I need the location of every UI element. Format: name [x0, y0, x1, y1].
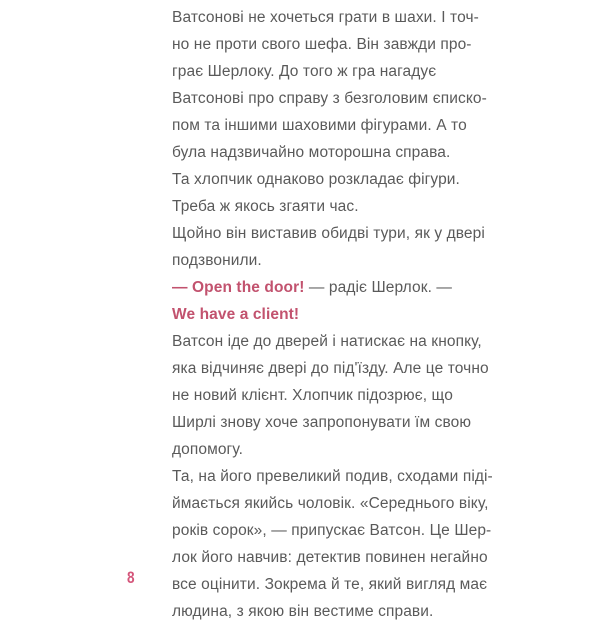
english-phrase-client: We have a client! — [172, 306, 300, 323]
text-line: пом та іншими шаховими фігурами. А то — [172, 117, 467, 134]
text-line: Ватсон іде до дверей і натискає на кнопку, — [172, 333, 482, 350]
text-line: років сорок», — припускає Ватсон. Це Шер- — [172, 522, 492, 539]
text-line: подзвонили. — [172, 252, 262, 269]
text-line: Ширлі знову хоче запропонувати їм свою — [172, 414, 472, 431]
text-line: Ватсонові не хочеться грати в шахи. І точ- — [172, 9, 479, 26]
text-line: ймається якийсь чоловік. «Середнього віку, — [172, 495, 489, 512]
text-line: но не проти свого шефа. Він завжди про- — [172, 36, 472, 53]
dialogue-dash: — — [172, 279, 193, 296]
dialogue-line — [172, 301, 472, 328]
text-line: допомогу. — [172, 441, 244, 458]
text-line: була надзвичайно моторошна справа. — [172, 144, 451, 161]
dialogue-line — [172, 274, 472, 301]
text-line: не новий клієнт. Хлопчик підозрює, що — [172, 387, 453, 404]
text-line: Ватсонові про справу з безголовим єписко- — [172, 90, 487, 107]
text-line: людина, з якою він вестиме справи. — [172, 603, 434, 620]
dialogue-narration: — радіє Шерлок. — — [304, 279, 453, 296]
text-line: Треба ж якось згаяти час. — [172, 198, 359, 215]
text-line: Та хлопчик однаково розкладає фігури. — [172, 171, 460, 188]
page-number: 8 — [126, 568, 135, 587]
text-line: все оцінити. Зокрема й те, який вигляд має — [172, 576, 488, 593]
text-line: Та, на його превеликий подив, сходами піді- — [172, 468, 493, 485]
text-line: яка відчиняє двері до під'їзду. Але це точно — [172, 360, 489, 377]
text-line: грає Шерлоку. До того ж гра нагадує — [172, 63, 437, 80]
english-phrase-open-door: Open the door! — [192, 279, 305, 296]
text-line: лок його навчив: детектив повинен негайно — [172, 549, 488, 566]
body-text — [172, 4, 493, 625]
text-line: Щойно він виставив обидві тури, як у двері — [172, 225, 485, 242]
